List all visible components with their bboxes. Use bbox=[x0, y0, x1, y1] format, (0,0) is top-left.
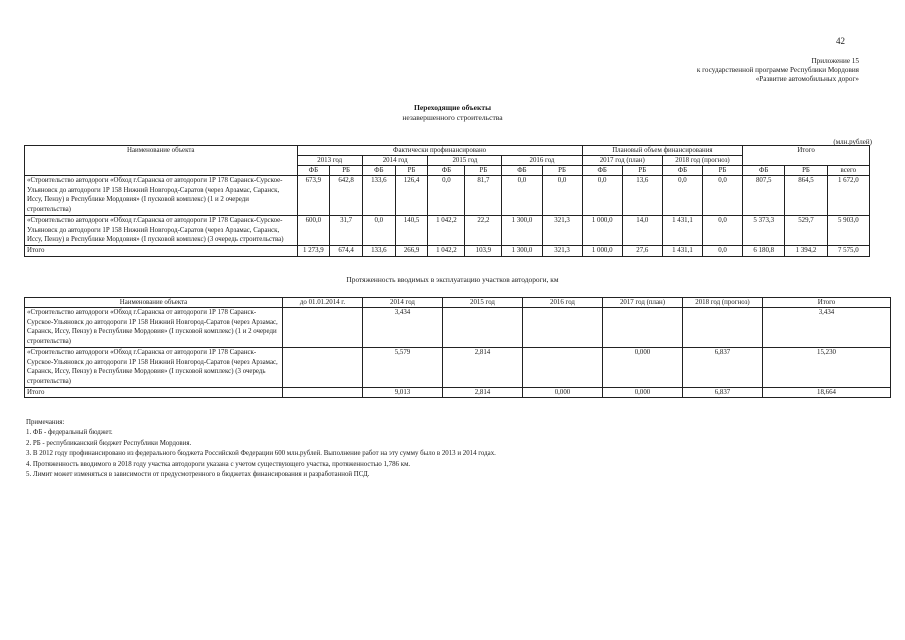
cell: 529,7 bbox=[785, 215, 827, 245]
appendix-line-3: «Развитие автомобильных дорог» bbox=[755, 75, 859, 83]
cell: 1 431,1 bbox=[662, 245, 702, 256]
notes-header: Примечания: bbox=[26, 419, 65, 426]
table-row bbox=[25, 347, 891, 387]
cell: 1 394,2 bbox=[785, 245, 827, 256]
appendix-line-1: Приложение 15 bbox=[811, 57, 859, 65]
sub-header: ФБ bbox=[428, 166, 465, 176]
cell: 133,6 bbox=[362, 176, 395, 216]
row-name: «Строительство автодороги «Обход г.Саранска от автодороги 1Р 178 Саранск-Сурское-Ульяновск до автодороги 1Р 158 Нижний Новгород-Саратов (через Арзамас, Саранск, Иссу, Пензу) в Республике Мордовия» (I пусковой комплекс) (1 и 2 очереди строительства) bbox=[25, 308, 283, 348]
cell: 2,814 bbox=[443, 347, 523, 387]
year-header: 2017 год (план) bbox=[582, 156, 662, 166]
table-row bbox=[25, 308, 891, 348]
cell: 13,6 bbox=[622, 176, 662, 216]
sub-header: РБ bbox=[465, 166, 502, 176]
note-item: 4. Протяженность вводимого в 2018 году участка автодороги указана с учетом существующего участка, протяженностью 1,786 км. bbox=[26, 460, 411, 468]
cell: 1 042,2 bbox=[428, 215, 465, 245]
length-section-title: Протяженность вводимых в эксплуатацию участков автодороги, км bbox=[346, 275, 559, 284]
title-line-1: Переходящие объекты bbox=[413, 103, 492, 112]
cell: 103,9 bbox=[465, 245, 502, 256]
sub-header: РБ bbox=[330, 166, 363, 176]
group-fact-header: Фактически профинансировано bbox=[297, 146, 582, 156]
notes-section bbox=[26, 418, 496, 480]
cell: 1 431,1 bbox=[662, 215, 702, 245]
cell: 5 903,0 bbox=[827, 215, 869, 245]
sub-header: РБ bbox=[622, 166, 662, 176]
year-header: 2015 год bbox=[428, 156, 502, 166]
cell: 7 575,0 bbox=[827, 245, 869, 256]
cell: 27,6 bbox=[622, 245, 662, 256]
cell: 0,0 bbox=[703, 245, 743, 256]
cell: 0,0 bbox=[428, 176, 465, 216]
cell: 14,0 bbox=[622, 215, 662, 245]
cell: 0,0 bbox=[362, 215, 395, 245]
group-plan-header: Плановый объем финансирования bbox=[582, 146, 743, 156]
sub-header: РБ bbox=[395, 166, 428, 176]
cell: 1 000,0 bbox=[582, 245, 622, 256]
table-row-total bbox=[25, 387, 891, 398]
sub-header: всего bbox=[827, 166, 869, 176]
cell: 2,814 bbox=[443, 387, 523, 398]
col-header: Итого bbox=[763, 298, 891, 308]
length-table bbox=[24, 297, 891, 398]
cell: 133,6 bbox=[362, 245, 395, 256]
sub-header: ФБ bbox=[362, 166, 395, 176]
row-name: Итого bbox=[25, 387, 283, 398]
cell: 1 300,0 bbox=[502, 215, 542, 245]
cell bbox=[443, 308, 523, 348]
col-header: 2014 год bbox=[363, 298, 443, 308]
cell: 0,0 bbox=[703, 176, 743, 216]
cell: 673,9 bbox=[297, 176, 330, 216]
cell: 321,3 bbox=[542, 215, 582, 245]
cell: 600,0 bbox=[297, 215, 330, 245]
sub-header: ФБ bbox=[743, 166, 785, 176]
note-item: 3. В 2012 году профинансировано из федерального бюджета Российской Федерации 600 млн.рублей. Выполнение работ на эту сумму было в 2013 и 2014 годах. bbox=[26, 450, 496, 458]
appendix-header bbox=[559, 57, 859, 84]
col-header-name: Наименование объекта bbox=[25, 146, 298, 176]
cell: 1 000,0 bbox=[582, 215, 622, 245]
cell: 1 042,2 bbox=[428, 245, 465, 256]
table-row-total bbox=[25, 245, 870, 256]
cell: 6 180,8 bbox=[743, 245, 785, 256]
cell: 15,230 bbox=[763, 347, 891, 387]
cell: 22,2 bbox=[465, 215, 502, 245]
cell: 5,579 bbox=[363, 347, 443, 387]
cell: 31,7 bbox=[330, 215, 363, 245]
cell: 6,837 bbox=[683, 387, 763, 398]
cell bbox=[283, 387, 363, 398]
cell: 9,013 bbox=[363, 387, 443, 398]
cell bbox=[523, 347, 603, 387]
cell: 5 373,3 bbox=[743, 215, 785, 245]
cell: 674,4 bbox=[330, 245, 363, 256]
cell: 0,000 bbox=[523, 387, 603, 398]
cell: 1 672,0 bbox=[827, 176, 869, 216]
title-line-2: незавершенного строительства bbox=[402, 113, 503, 122]
financing-table bbox=[24, 145, 870, 257]
header-row-groups bbox=[25, 146, 870, 156]
col-header: до 01.01.2014 г. bbox=[283, 298, 363, 308]
cell: 126,4 bbox=[395, 176, 428, 216]
group-total-header: Итого bbox=[743, 146, 870, 166]
cell: 0,0 bbox=[662, 176, 702, 216]
table-row bbox=[25, 176, 870, 216]
note-item: 2. РБ - республиканский бюджет Республики Мордовия. bbox=[26, 439, 192, 447]
cell: 140,5 bbox=[395, 215, 428, 245]
cell: 0,000 bbox=[603, 387, 683, 398]
cell: 807,5 bbox=[743, 176, 785, 216]
year-header: 2014 год bbox=[362, 156, 427, 166]
cell: 321,3 bbox=[542, 245, 582, 256]
cell: 3,434 bbox=[363, 308, 443, 348]
page-number: 42 bbox=[836, 36, 845, 46]
col-header: 2018 год (прогноз) bbox=[683, 298, 763, 308]
row-name: «Строительство автодороги «Обход г.Саранска от автодороги 1Р 178 Саранск-Сурское-Ульяновск до автодороги 1Р 158 Нижний Новгород-Саратов (через Арзамас, Саранск, Иссу, Пензу) в Республике Мордовия» (I пусковой комплекс) (3 очередь строительства) bbox=[25, 347, 283, 387]
cell: 0,0 bbox=[703, 215, 743, 245]
col-header: 2015 год bbox=[443, 298, 523, 308]
note-item: 5. Лимит может изменяться в зависимости от предусмотренного в бюджетах финансирования и разработанной ПСД. bbox=[26, 471, 370, 479]
cell: 266,9 bbox=[395, 245, 428, 256]
cell: 1 273,9 bbox=[297, 245, 330, 256]
cell bbox=[523, 308, 603, 348]
row-name: Итого bbox=[25, 245, 298, 256]
cell bbox=[283, 347, 363, 387]
cell: 18,664 bbox=[763, 387, 891, 398]
col-header: 2016 год bbox=[523, 298, 603, 308]
cell: 1 300,0 bbox=[502, 245, 542, 256]
sub-header: ФБ bbox=[662, 166, 702, 176]
cell bbox=[603, 308, 683, 348]
year-header: 2018 год (прогноз) bbox=[662, 156, 742, 166]
year-header: 2013 год bbox=[297, 156, 362, 166]
cell: 864,5 bbox=[785, 176, 827, 216]
cell: 642,8 bbox=[330, 176, 363, 216]
sub-header: РБ bbox=[542, 166, 582, 176]
cell: 0,0 bbox=[542, 176, 582, 216]
cell: 0,000 bbox=[603, 347, 683, 387]
cell: 6,837 bbox=[683, 347, 763, 387]
sub-header: ФБ bbox=[582, 166, 622, 176]
table-row bbox=[25, 215, 870, 245]
note-item: 1. ФБ - федеральный бюджет. bbox=[26, 429, 113, 437]
sub-header: РБ bbox=[785, 166, 827, 176]
cell: 81,7 bbox=[465, 176, 502, 216]
cell: 0,0 bbox=[582, 176, 622, 216]
sub-header: РБ bbox=[703, 166, 743, 176]
sub-header: ФБ bbox=[297, 166, 330, 176]
cell bbox=[683, 308, 763, 348]
cell: 0,0 bbox=[502, 176, 542, 216]
col-header: 2017 год (план) bbox=[603, 298, 683, 308]
row-name: «Строительство автодороги «Обход г.Саранска от автодороги 1Р 178 Саранск-Сурское-Ульяновск до автодороги 1Р 158 Нижний Новгород-Саратов (через Арзамас, Саранск, Иссу, Пензу) в Республике Мордовия» (I пусковой комплекс) (3 очередь строительства) bbox=[25, 215, 298, 245]
appendix-line-2: к государственной программе Республики Мордовия bbox=[696, 66, 859, 74]
document-title bbox=[0, 103, 905, 123]
cell bbox=[283, 308, 363, 348]
row-name: «Строительство автодороги «Обход г.Саранска от автодороги 1Р 178 Саранск-Сурское-Ульяновск до автодороги 1Р 158 Нижний Новгород-Саратов (через Арзамас, Саранск, Иссу, Пензу) в Республике Мордовия» (I пусковой комплекс) (1 и 2 очереди строительства) bbox=[25, 176, 298, 216]
year-header: 2016 год bbox=[502, 156, 582, 166]
cell: 3,434 bbox=[763, 308, 891, 348]
header-row bbox=[25, 298, 891, 308]
sub-header: ФБ bbox=[502, 166, 542, 176]
col-header: Наименование объекта bbox=[25, 298, 283, 308]
units-label: (млн.рублей) bbox=[833, 138, 872, 146]
